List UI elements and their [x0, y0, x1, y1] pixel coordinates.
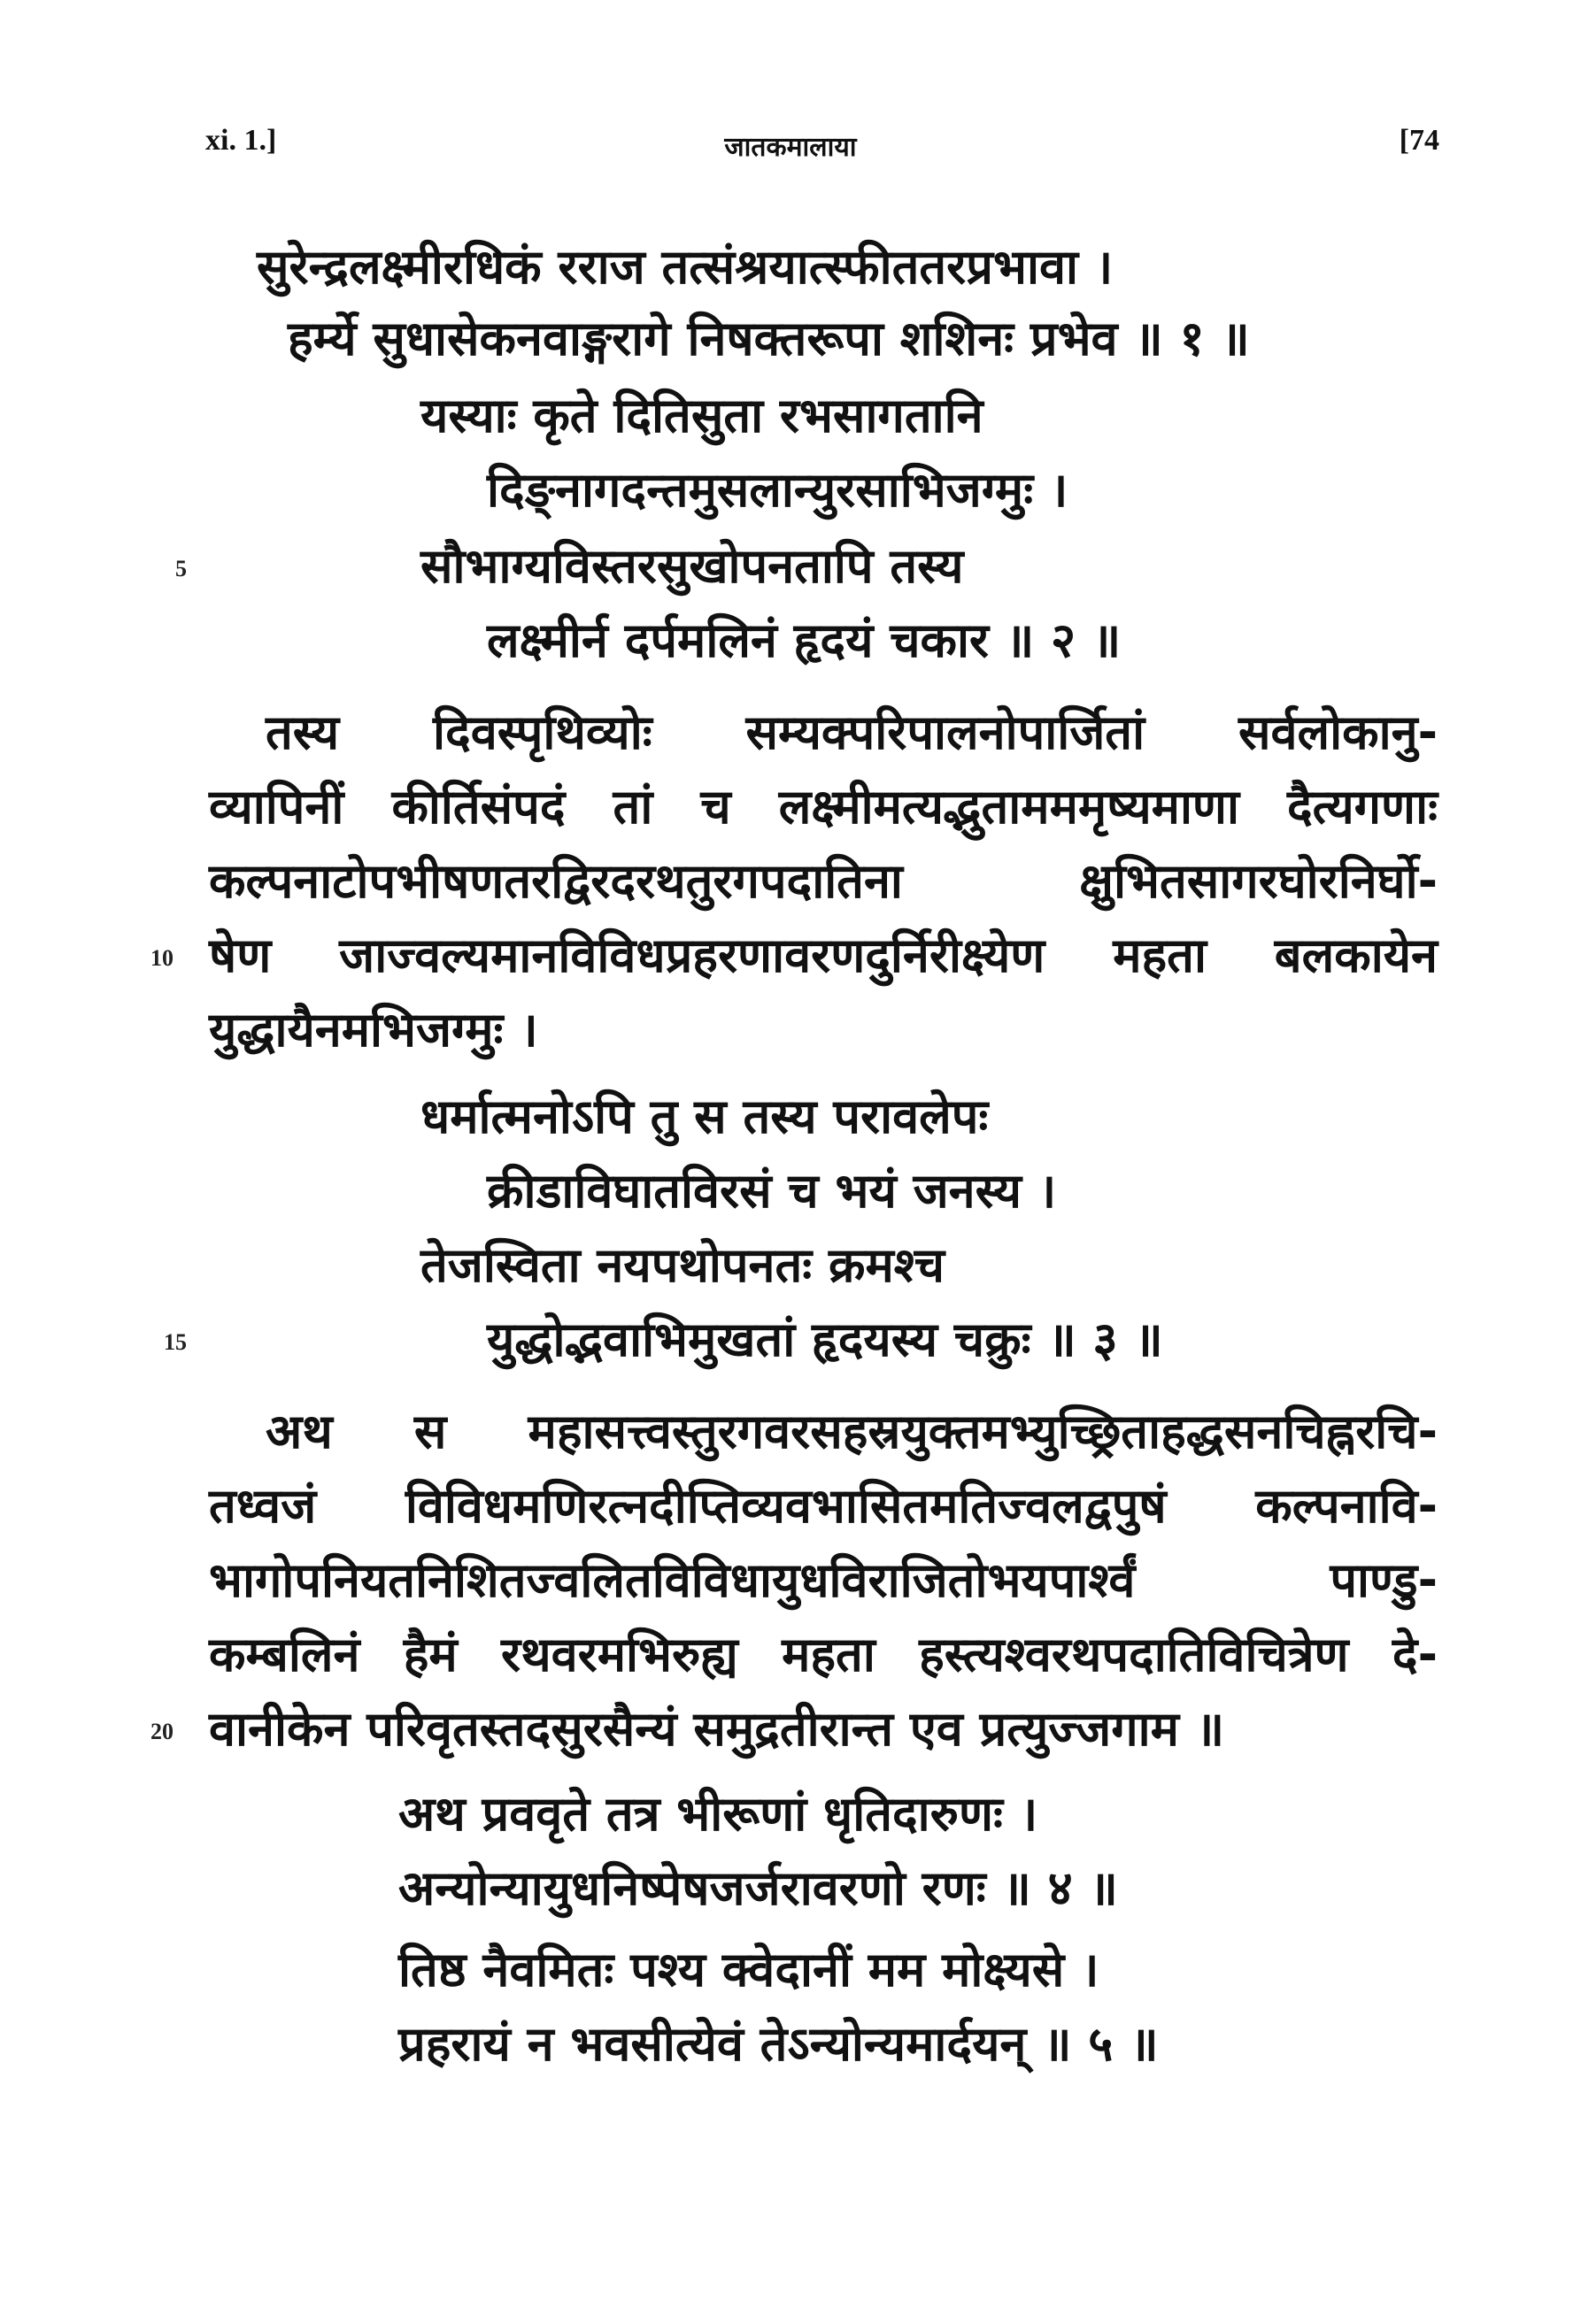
line-number: 5	[175, 556, 187, 581]
prose-line: युद्धायैनमभिजग्मुः ।	[209, 1002, 538, 1058]
running-head-title: जातकमालाया	[724, 132, 857, 163]
page-number: [74	[1399, 124, 1439, 157]
verse-line: दिङ्नागदन्तमुसलान्युरसाभिजग्मुः ।	[487, 462, 1068, 518]
prose-line: तस्य दिवस्पृथिव्योः सम्यक्परिपालनोपार्जितां सर्वलोकानु-	[266, 704, 1438, 760]
verse-line: लक्ष्मीर्न दर्पमलिनं हृदयं चकार ॥ २ ॥	[487, 612, 1122, 668]
prose-line: षेण जाज्वल्यमानविविधप्रहरणावरणदुर्निरीक्ष्येण महता बलकायेन	[209, 927, 1438, 983]
running-head-left: xi. 1.]	[205, 124, 277, 157]
line-number: 10	[150, 945, 174, 971]
verse-line: तिष्ठ नैवमितः पश्य क्वेदानीं मम मोक्ष्यसे ।	[398, 1942, 1099, 1997]
verse-line: यस्याः कृते दितिसुता रभसागतानि	[420, 388, 983, 443]
verse-line: सुरेन्द्रलक्ष्मीरधिकं रराज तत्संश्रयात्स्फीततरप्रभावा ।	[257, 239, 1114, 295]
verse-line: हर्म्ये सुधासेकनवाङ्गरागे निषक्तरूपा शशिनः प्रभेव ॥ १ ॥	[288, 311, 1250, 366]
prose-line: भागोपनियतनिशितज्वलितविविधायुधविराजितोभयपार्श्वं पाण्डु-	[209, 1552, 1438, 1608]
verse-line: अन्योन्यायुधनिष्पेषजर्जरावरणो रणः ॥ ४ ॥	[398, 1860, 1118, 1916]
verse-line: युद्धोद्भवाभिमुखतां हृदयस्य चक्रुः ॥ ३ ॥	[487, 1312, 1163, 1367]
prose-line: व्यापिनीं कीर्तिसंपदं तां च लक्ष्मीमत्यद्भुतामममृष्यमाणा दैत्यगणाः	[209, 779, 1438, 835]
verse-line: प्रहरायं न भवसीत्येवं तेऽन्योन्यमार्दयन् ॥ ५ ॥	[398, 2016, 1159, 2072]
prose-line: कल्पनाटोपभीषणतरद्विरदरथतुरगपदातिना क्षुभितसागरघोरनिर्घो-	[209, 853, 1438, 909]
line-number: 20	[150, 1719, 174, 1744]
prose-line: कम्बलिनं हैमं रथवरमभिरुह्य महता हस्त्यश्वरथपदातिविचित्रेण दे-	[209, 1627, 1438, 1682]
verse-line: क्रीडाविघातविरसं च भयं जनस्य ।	[487, 1163, 1057, 1219]
verse-line: तेजस्विता नयपथोपनतः क्रमश्च	[420, 1237, 945, 1293]
verse-line: धर्मात्मनोऽपि तु स तस्य परावलेपः	[420, 1089, 989, 1144]
verse-line: अथ प्रववृते तत्र भीरूणां धृतिदारुणः ।	[398, 1786, 1038, 1842]
prose-line: अथ स महासत्त्वस्तुरगवरसहस्रयुक्तमभ्युच्छ्रिताहद्धसनचिह्नरचि-	[266, 1404, 1438, 1459]
line-number: 15	[164, 1329, 187, 1355]
prose-line: वानीकेन परिवृतस्तदसुरसैन्यं समुद्रतीरान्त एव प्रत्युज्जगाम ॥	[209, 1701, 1225, 1757]
verse-line: सौभाग्यविस्तरसुखोपनतापि तस्य	[420, 538, 964, 594]
prose-line: तध्वजं विविधमणिरत्नदीप्तिव्यवभासितमतिज्वलद्वपुषं कल्पनावि-	[209, 1478, 1438, 1534]
